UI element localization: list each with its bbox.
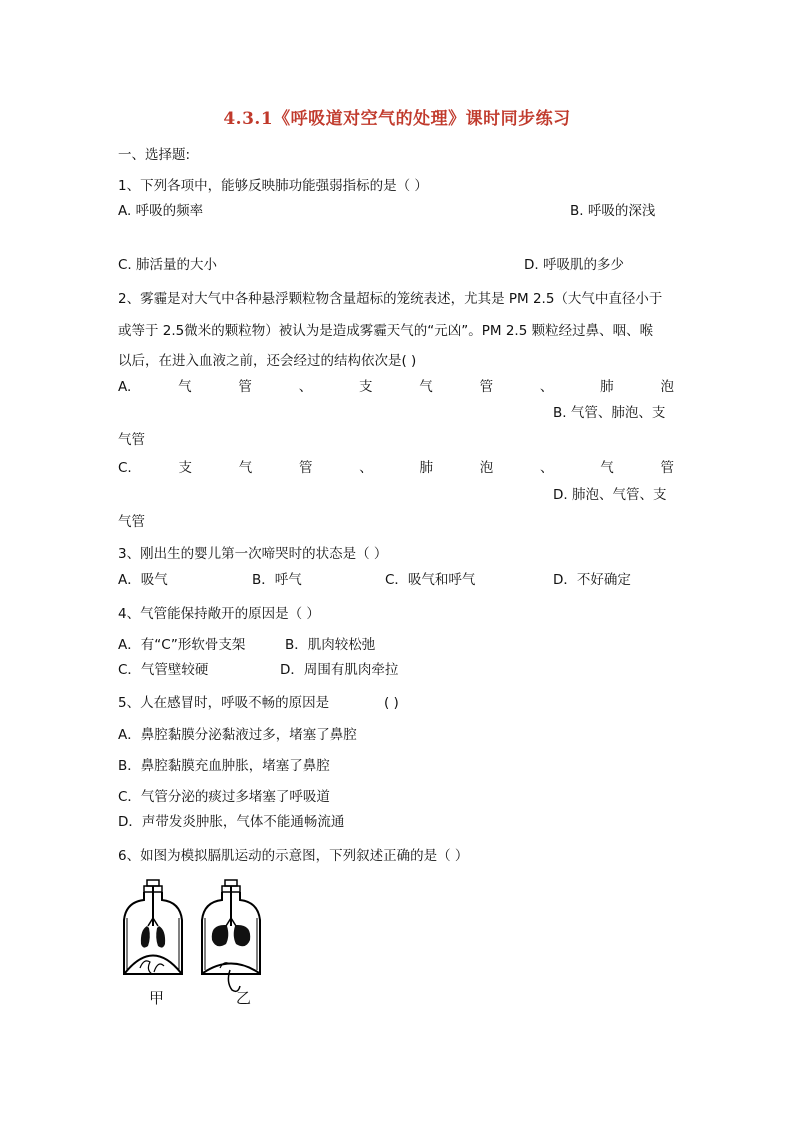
question-5-option-b: B．鼻腔黏膜充血肿胀，堵塞了鼻腔 [118, 758, 330, 774]
option-token: 肺 [600, 379, 614, 395]
option-token: 、 [539, 460, 554, 476]
question-4-option-d: D．周围有肌肉牵拉 [280, 662, 399, 678]
diaphragm-model-yi-figure [196, 878, 266, 1006]
question-2-line-3: 以后，在进入血液之前，还会经过的结构依次是( ) [118, 353, 417, 369]
question-4-option-b: B．肌肉较松弛 [285, 637, 376, 653]
question-2-option-b-wrap: 气管 [118, 432, 145, 448]
option-token: 管 [298, 460, 313, 476]
option-token: 、 [298, 379, 313, 395]
question-2-option-a [118, 378, 674, 396]
question-2-option-d: D. 肺泡、气管、支 [553, 487, 667, 503]
page-title: 4.3.1《呼吸道对空气的处理》课时同步练习 [223, 109, 571, 129]
question-3-option-c: C．吸气和呼气 [385, 572, 476, 588]
figure-label-yi: 乙 [236, 989, 252, 1007]
section-heading: 一、选择题: [118, 147, 191, 163]
option-token: 、 [539, 379, 554, 395]
question-3-option-a: A．吸气 [118, 572, 168, 588]
question-4-option-c: C．气管壁较硬 [118, 662, 209, 678]
question-1-option-a: A. 呼吸的频率 [118, 203, 204, 219]
question-1-option-b: B. 呼吸的深浅 [570, 203, 656, 219]
question-5-option-c: C．气管分泌的痰过多堵塞了呼吸道 [118, 789, 330, 805]
option-token: 气 [178, 379, 192, 395]
option-token: 管 [660, 460, 674, 476]
question-5-option-a: A．鼻腔黏膜分泌黏液过多，堵塞了鼻腔 [118, 727, 357, 743]
option-token: 泡 [479, 460, 494, 476]
question-1-option-d: D. 呼吸肌的多少 [524, 257, 624, 273]
question-2-option-c [118, 459, 674, 477]
option-token: 支 [178, 460, 192, 476]
question-3-stem: 3、刚出生的婴儿第一次啼哭时的状态是（ ） [118, 546, 388, 562]
question-1-option-c: C. 肺活量的大小 [118, 257, 218, 273]
question-2-line-2: 或等于 2.5微米的颗粒物）被认为是造成雾霾天气的“元凶”。PM 2.5 颗粒经过鼻、咽、喉 [118, 323, 654, 339]
option-token: A. [118, 379, 132, 395]
figure-label-jia: 甲 [149, 989, 165, 1007]
option-token: 、 [359, 460, 373, 476]
option-token: 泡 [660, 379, 674, 395]
question-4-stem: 4、气管能保持敞开的原因是（ ） [118, 606, 320, 622]
question-5-answer-paren: ( ) [384, 695, 399, 711]
option-token: 管 [479, 379, 494, 395]
question-2-option-d-wrap: 气管 [118, 514, 145, 530]
option-token: 气 [238, 460, 253, 476]
question-2-option-b: B. 气管、肺泡、支 [553, 405, 666, 421]
option-token: 气 [419, 379, 433, 395]
question-4-option-a: A．有“C”形软骨支架 [118, 637, 246, 653]
question-3-option-d: D．不好确定 [553, 572, 631, 588]
question-1-stem: 1、下列各项中，能够反映肺功能强弱指标的是（ ） [118, 178, 428, 194]
option-token: 支 [358, 379, 373, 395]
option-token: 肺 [419, 460, 433, 476]
question-5-stem: 5、人在感冒时，呼吸不畅的原因是 [118, 695, 330, 711]
option-token: 管 [238, 379, 252, 395]
option-token: 气 [600, 460, 614, 476]
question-2-line-1: 2、雾霾是对大气中各种悬浮颗粒物含量超标的笼统表述，尤其是 PM 2.5（大气中直径小于 [118, 291, 663, 307]
question-3-option-b: B．呼气 [252, 572, 302, 588]
diaphragm-model-jia-figure [118, 878, 188, 978]
question-5-option-d: D．声带发炎肿胀，气体不能通畅流通 [118, 814, 345, 830]
question-6-stem: 6、如图为模拟膈肌运动的示意图，下列叙述正确的是（ ） [118, 848, 469, 864]
option-token: C. [118, 460, 132, 476]
